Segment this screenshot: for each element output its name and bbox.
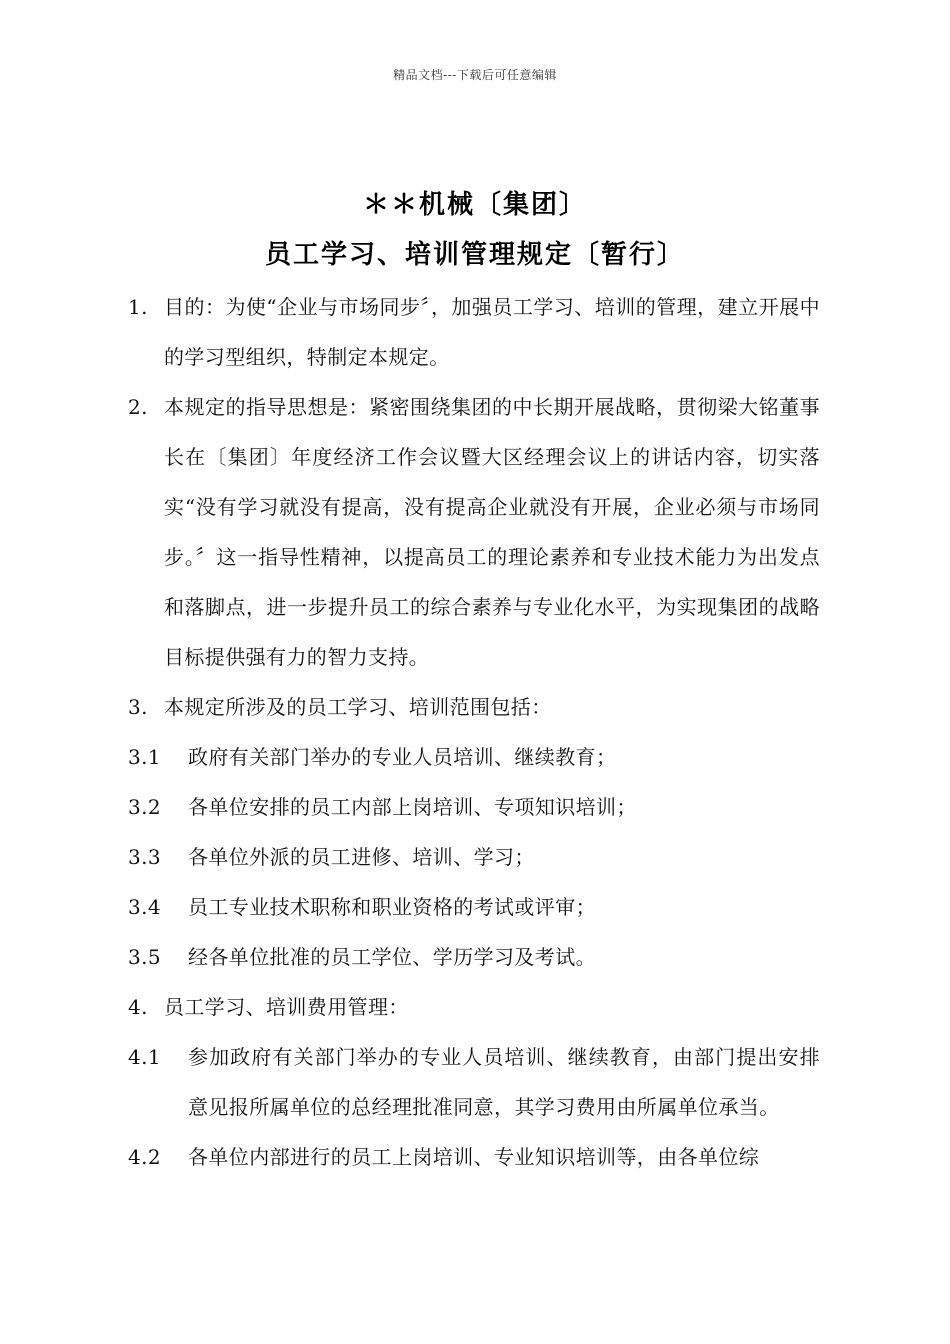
clause-2	[0, 382, 950, 682]
document-title-line-2: 员工学习、培训管理规定〔暂行〕	[264, 240, 685, 270]
clause-number: 3.2	[128, 795, 162, 819]
clause-text: 各单位安排的员工内部上岗培训、专项知识培训；	[188, 795, 637, 819]
clause-4	[0, 982, 950, 1032]
clause-number: 4.	[128, 995, 148, 1019]
clause-3-2	[0, 782, 950, 832]
clause-3-5	[0, 932, 950, 982]
clause-3-1	[0, 732, 950, 782]
clause-text: 各单位内部进行的员工上岗培训、专业知识培训等，由各单位综	[188, 1145, 760, 1169]
clause-number: 2.	[128, 395, 148, 419]
clause-text: 政府有关部门举办的专业人员培训、继续教育；	[188, 745, 617, 769]
clause-number: 3.3	[128, 845, 162, 869]
clause-number: 4.2	[128, 1145, 162, 1169]
clause-3	[0, 682, 950, 732]
clause-text: 各单位外派的员工进修、培训、学习；	[188, 845, 535, 869]
clause-number: 3.1	[128, 745, 162, 769]
clause-text: 本规定所涉及的员工学习、培训范围包括：	[164, 695, 552, 719]
clause-number: 1.	[128, 295, 148, 319]
clause-text: 参加政府有关部门举办的专业人员培训、继续教育，由部门提出安排意见报所属单位的总经理批准同意，其学习费用由所属单位承当。	[188, 1045, 820, 1119]
clause-3-3	[0, 832, 950, 882]
clause-text: 员工学习、培训费用管理：	[164, 995, 409, 1019]
clause-4-1	[0, 1032, 950, 1132]
clause-text: 经各单位批准的员工学位、学历学习及考试。	[188, 945, 596, 969]
clause-number: 3.4	[128, 895, 162, 919]
page-header-note: 精品文档---下载后可任意编辑	[393, 68, 557, 82]
clause-number: 3.	[128, 695, 148, 719]
clause-number: 4.1	[128, 1045, 162, 1069]
clause-text: 员工专业技术职称和职业资格的考试或评审；	[188, 895, 596, 919]
clause-1	[0, 282, 950, 382]
clause-text: 目的：为使“企业与市场同步〞，加强员工学习、培训的管理，建立开展中的学习型组织，特制定本规定。	[164, 295, 820, 369]
document-body	[0, 282, 950, 1182]
clause-number: 3.5	[128, 945, 162, 969]
clause-3-4	[0, 882, 950, 932]
clause-4-2	[0, 1132, 950, 1182]
document-title-line-1: ＊＊机械〔集团〕	[362, 190, 587, 220]
clause-text: 本规定的指导思想是：紧密围绕集团的中长期开展战略，贯彻梁大铭董事长在〔集团〕年度经济工作会议暨大区经理会议上的讲话内容，切实落实“没有学习就没有提高，没有提高企业就没有开展，企业必须与市场同步。〞这一指导性精神，以提高员工的理论素养和专业技术能力为出发点和落脚点，进一步提升员工的综合素养与专业化水平，为实现集团的战略目标提供强有力的智力支持。	[164, 395, 820, 669]
